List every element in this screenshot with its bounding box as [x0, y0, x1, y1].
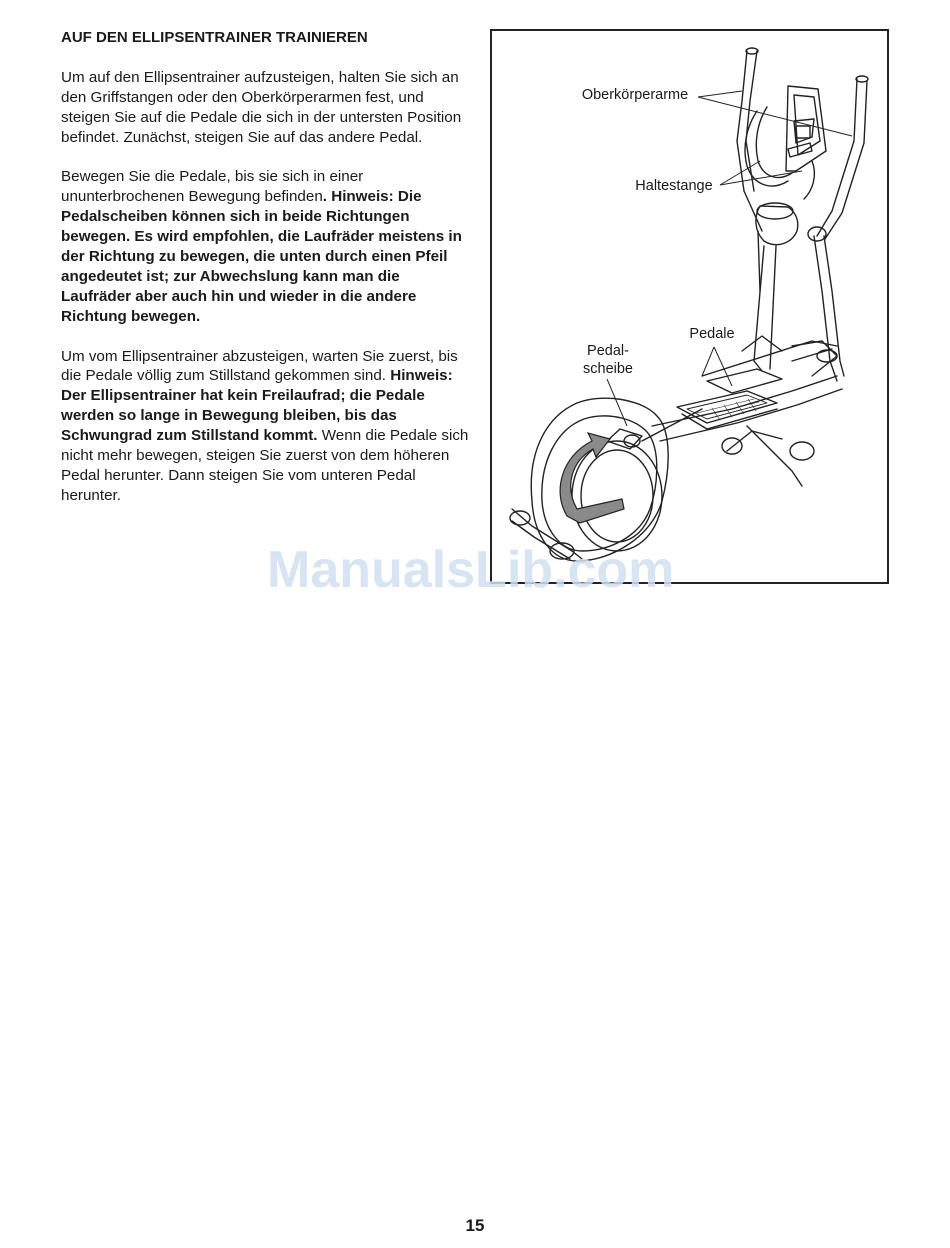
paragraph-motion-note: . Hinweis: Die Pedalscheiben können sich in beide Richtungen bewegen. Es wird empfohlen, die Laufräder meistens in der Richtung zu bewegen, die unten durch einen Pfeil angedeutet ist; zur Abwechslung kann man die Laufräder aber auch hin und wieder in die andere Richtung bewegen. — [61, 188, 462, 325]
section-heading: AUF DEN ELLIPSENTRAINER TRAINIEREN — [61, 29, 368, 46]
label-upper-arms: Oberkörperarme — [581, 87, 689, 103]
label-pedal-disc-line2: scheibe — [583, 361, 633, 377]
elliptical-trainer-figure — [490, 29, 889, 584]
label-pedal-disc-line1: Pedal- — [587, 343, 629, 359]
watermark: ManualsLib.com — [267, 541, 675, 599]
paragraph-dismount-text-b: Wenn die Pedale sich nicht mehr bewegen, steigen Sie zuerst von dem höheren Pedal herunter. Dann steigen Sie vom unteren Pedal herunter. — [61, 427, 469, 504]
page-number: 15 — [465, 1216, 485, 1235]
label-pedals: Pedale — [689, 326, 735, 342]
instruction-column — [61, 28, 471, 526]
paragraph-dismount-note: Hinweis: Der Ellipsentrainer hat kein Freilaufrad; die Pedale werden so lange in Bewegung bleiben, bis das Schwungrad zum Stillstand kommt. — [61, 367, 453, 445]
label-pedal-disc — [570, 342, 646, 378]
paragraph-motion-text: Bewegen Sie die Pedale, bis sie sich in einer ununterbrochenen Bewegung befinden — [61, 168, 364, 206]
paragraph-mounting: Um auf den Ellipsentrainer aufzusteigen, halten Sie sich an den Griffstangen oder den Oberkörperarmen fest, und steigen Sie auf die Pedale die sich in der untersten Position befindet. Zunächst, steigen Sie auf das andere Pedal. — [61, 68, 462, 146]
label-handlebar: Haltestange — [635, 178, 713, 194]
paragraph-dismount-text-a: Um vom Ellipsentrainer abzusteigen, warten Sie zuerst, bis die Pedale völlig zum Stillstand gekommen sind. — [61, 347, 458, 385]
paragraph-motion — [61, 167, 471, 326]
rotation-direction-arrow — [560, 433, 624, 523]
paragraph-dismount — [61, 347, 471, 506]
elliptical-trainer-illustration — [492, 31, 887, 582]
